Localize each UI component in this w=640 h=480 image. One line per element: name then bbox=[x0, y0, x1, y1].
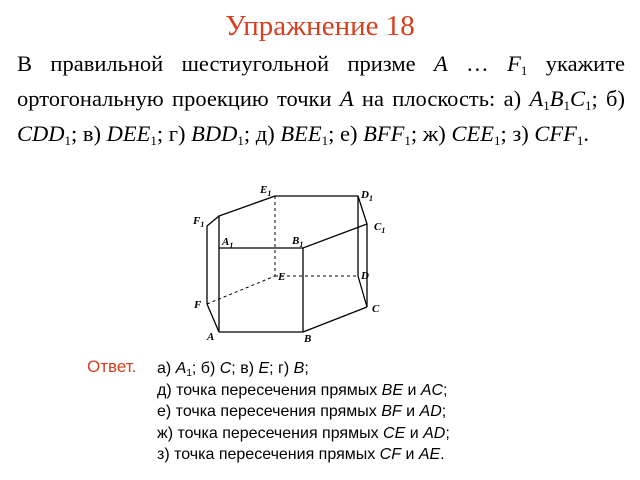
answer-label: Ответ. bbox=[87, 357, 137, 376]
vertex-label-c: C bbox=[372, 303, 380, 315]
plane-vertex: C bbox=[534, 121, 550, 146]
vertex-label-a: A bbox=[207, 331, 215, 343]
plane-vertex: B bbox=[549, 86, 564, 111]
plane-vertex: E bbox=[466, 121, 481, 146]
problem-text-planes: на плоскость: bbox=[353, 86, 504, 111]
exercise-title: Упражнение 18 bbox=[225, 10, 415, 42]
answer-line-e: е) точка пересечения прямых BF и AD; bbox=[157, 403, 447, 420]
plane-vertex: B bbox=[363, 121, 377, 146]
prism-vertex-f-sub: 1 bbox=[520, 63, 528, 78]
edge-fa bbox=[207, 304, 219, 332]
plane-item-label: г) bbox=[168, 121, 192, 146]
plane-vertex: F bbox=[376, 121, 391, 146]
plane-item-label: а) bbox=[503, 86, 530, 111]
plane-item-label: ж) bbox=[422, 121, 452, 146]
plane-vertex: F bbox=[563, 121, 577, 146]
point-a: A bbox=[339, 86, 354, 111]
plane-vertex: A bbox=[529, 86, 544, 111]
plane-vertex: B bbox=[280, 121, 295, 146]
plane-vertex: E bbox=[480, 121, 494, 146]
plane-vertex: C bbox=[17, 121, 33, 146]
vertex-label-b1: $B_1$ bbox=[292, 235, 304, 249]
vertex-label-d1: $D_1$ bbox=[361, 189, 373, 203]
plane-vertex: C bbox=[569, 86, 585, 111]
vertex-label-a1: $A_1$ bbox=[222, 236, 234, 250]
answer-line-zh: ж) точка пересечения прямых CE и AD; bbox=[157, 424, 450, 442]
plane-list: а) $A_1B_1C_1$; б) $CDD_1$; в) $DEE_1$; г) $BDD_1$; д) $BEE_1$; е) $BFF_1$; ж) $CEE_1$; з) $CFF_1$. bbox=[17, 86, 625, 148]
plane-vertex: C bbox=[451, 121, 467, 146]
prism-vertex-a: A bbox=[434, 51, 448, 76]
ellipsis: … bbox=[447, 51, 508, 76]
plane-item-label: д) bbox=[255, 121, 281, 146]
vertex-label-f1: $F_1$ bbox=[193, 215, 205, 229]
plane-vertex: E bbox=[294, 121, 308, 146]
plane-vertex: E bbox=[136, 121, 151, 146]
vertex-label-b: B bbox=[304, 333, 312, 345]
prism-vertex-f: F bbox=[507, 51, 521, 76]
vertex-label-c1: $C_1$ bbox=[374, 221, 386, 235]
plane-item-label: в) bbox=[82, 121, 107, 146]
answer-line-d: д) точка пересечения прямых BE и AC; bbox=[157, 381, 448, 399]
vertex-label-d: D bbox=[361, 270, 369, 282]
plane-item-label: з) bbox=[512, 121, 535, 146]
plane-item-label: б) bbox=[606, 86, 625, 111]
plane-vertex: D bbox=[204, 121, 222, 146]
vertex-label-e: E bbox=[278, 271, 286, 283]
vertex-label-e1: $E_1$ bbox=[260, 184, 272, 198]
answer-line-1: а) $A_1$; б) C; в) E; г) B; bbox=[157, 360, 309, 379]
plane-vertex: D bbox=[221, 121, 238, 146]
plane-vertex: D bbox=[48, 121, 65, 146]
edge-fe-hidden bbox=[207, 276, 275, 304]
plane-vertex: E bbox=[307, 121, 322, 146]
problem-text-intro: В правильной шестиугольной призме bbox=[17, 51, 435, 76]
plane-item-label: е) bbox=[340, 121, 364, 146]
plane-vertex: F bbox=[549, 121, 564, 146]
edge-bc bbox=[303, 307, 367, 332]
plane-vertex: B bbox=[191, 121, 205, 146]
answer-block bbox=[157, 358, 450, 466]
problem-text-middle: укажите ортогональную проекцию точки bbox=[17, 51, 626, 111]
plane-vertex: E bbox=[122, 121, 137, 146]
plane-vertex: F bbox=[390, 121, 405, 146]
vertex-label-f: F bbox=[194, 299, 202, 311]
answer-line-z: з) точка пересечения прямых CF и AE. bbox=[157, 446, 445, 463]
plane-vertex: D bbox=[32, 121, 49, 146]
plane-vertex: D bbox=[106, 121, 123, 146]
